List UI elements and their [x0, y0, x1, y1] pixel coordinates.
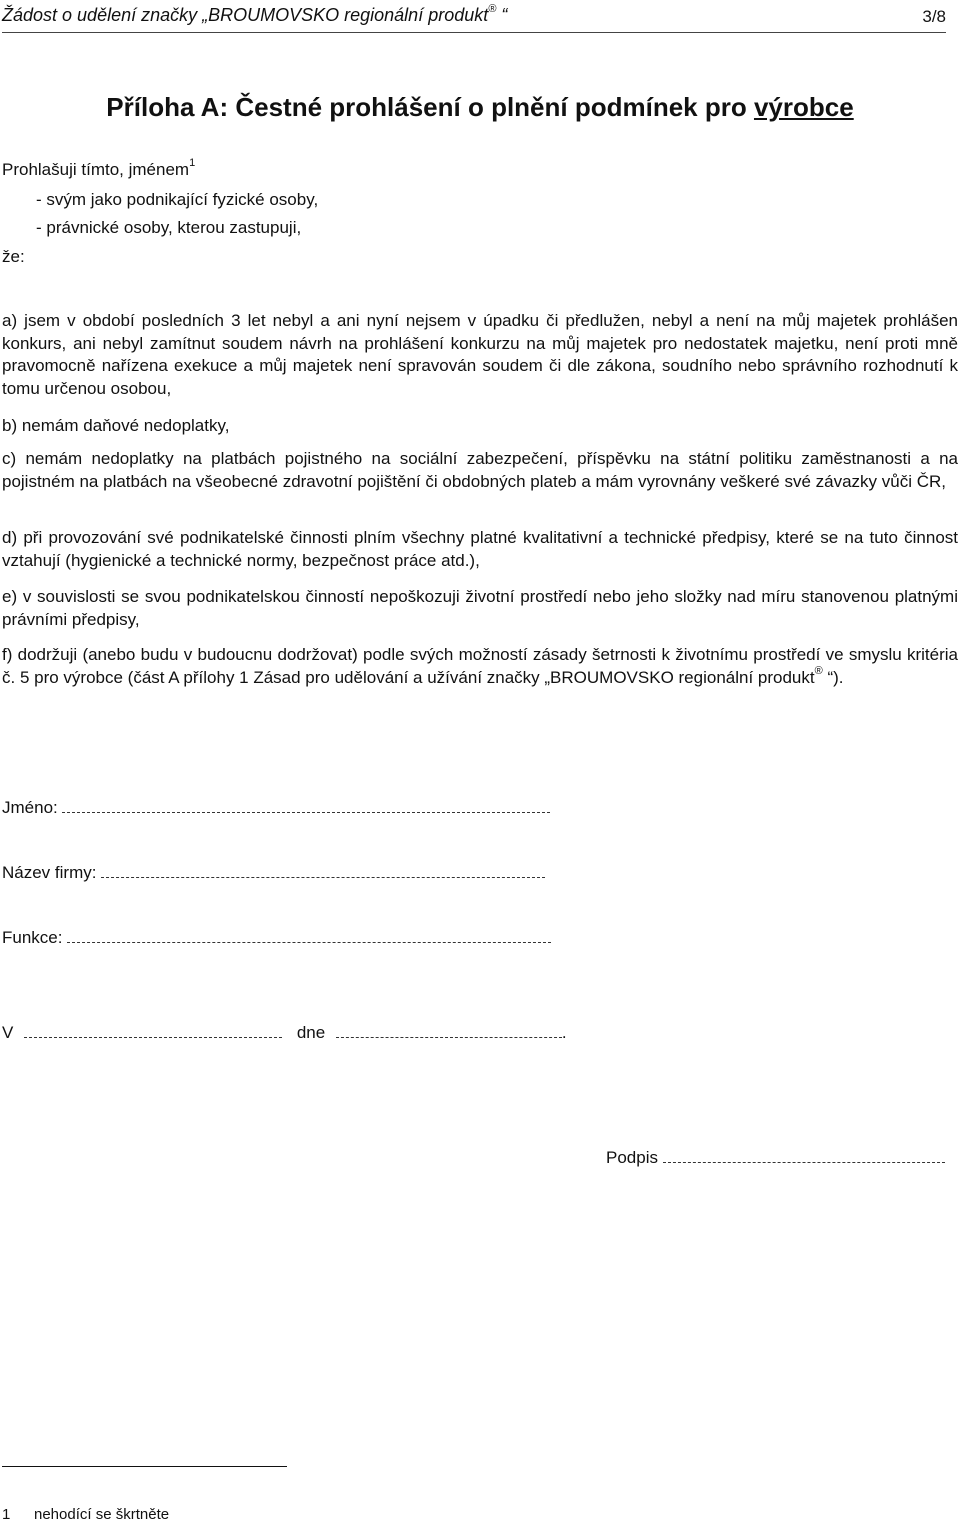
date-end: . — [561, 1023, 567, 1042]
title-underlined-word: výrobce — [753, 92, 854, 122]
clause-b: b) nemám daňové nedoplatky, — [2, 416, 230, 435]
intro-line: Prohlašuji tímto, jménem$^1$ — [2, 157, 196, 179]
clause-e: e) v souvislosti se svou podnikatelskou činností nepoškozuji životní prostředí nebo jeho složky nad míru stanovenou platnými právními předpisy, — [2, 587, 958, 629]
function-row — [2, 928, 551, 948]
function-label: Funkce: — [2, 928, 63, 947]
name-field[interactable] — [62, 811, 550, 813]
registered-mark: ® — [488, 3, 497, 15]
place-field[interactable] — [24, 1036, 282, 1038]
function-field[interactable] — [67, 941, 551, 943]
company-label: Název firmy: — [2, 863, 97, 882]
signature-row — [606, 1148, 945, 1168]
name-row — [2, 798, 550, 818]
clause-f: f) dodržuji (anebo budu v budoucnu dodržovat) podle svých možností zásady šetrnosti k životnímu prostředí ve smyslu kritéria č. 5 pro výrobce (část A přílohy 1 Zásad pro udělování a užívání značky „BROUMOVSKO regionální produkt® “). — [2, 645, 958, 687]
footnote-number: 1 — [2, 1506, 11, 1523]
page-title: Příloha A: Čestné prohlášení o plnění podmínek pro výrobce — [106, 92, 854, 122]
header-title: Žádost o udělení značky „BROUMOVSKO regionální produkt® “ — [2, 3, 508, 25]
clause-a: a) jsem v období posledních 3 let nebyl a ani nyní nejsem v úpadku či předlužen, nebyl a není na můj majetek prohlášen konkurs, ani nebyl zamítnut soudem návrh na prohlášení konkurzu na můj majetek pro nedostatek majetku, není proti mně pravomocně nařízena exekuce a můj majetek není spravován soudem či dle zákona, soudního nebo správního rozhodnutí k tomu určenou osobou, — [2, 311, 958, 398]
footnote — [2, 1506, 169, 1523]
clause-d: d) při provozování své podnikatelské činnosti plním všechny platné kvalitativní a technické předpisy, které se na tuto činnost vztahují (hygienické a technické normy, bezpečnost práce atd.), — [2, 528, 958, 570]
page-header — [2, 2, 946, 33]
place-label: V — [2, 1023, 14, 1042]
page-number: 3/8 — [922, 7, 946, 26]
company-field[interactable] — [101, 876, 545, 878]
intro-that: že: — [2, 247, 25, 266]
signature-label: Podpis — [606, 1148, 658, 1167]
registered-mark: ® — [814, 664, 823, 677]
intro-option-1: - svým jako podnikající fyzické osoby, — [36, 190, 319, 209]
name-label: Jméno: — [2, 798, 58, 817]
signature-field[interactable] — [663, 1161, 945, 1163]
date-label: dne — [296, 1023, 326, 1042]
date-field[interactable] — [336, 1036, 562, 1038]
place-date-row — [2, 1023, 567, 1043]
footnote-divider — [2, 1466, 287, 1467]
clause-c: c) nemám nedoplatky na platbách pojistného na sociální zabezpečení, příspěvku na státní politiku zaměstnanosti a na pojistném na platbách na všeobecné zdravotní pojištění či obdobných plateb a mám vyrovnány veškeré své závazky vůči ČR, — [2, 449, 958, 491]
footnote-ref: 1 — [189, 157, 196, 170]
company-row — [2, 863, 545, 883]
intro-option-2: - právnické osoby, kterou zastupuji, — [36, 218, 302, 237]
footnote-text: nehodící se škrtněte — [34, 1506, 170, 1523]
